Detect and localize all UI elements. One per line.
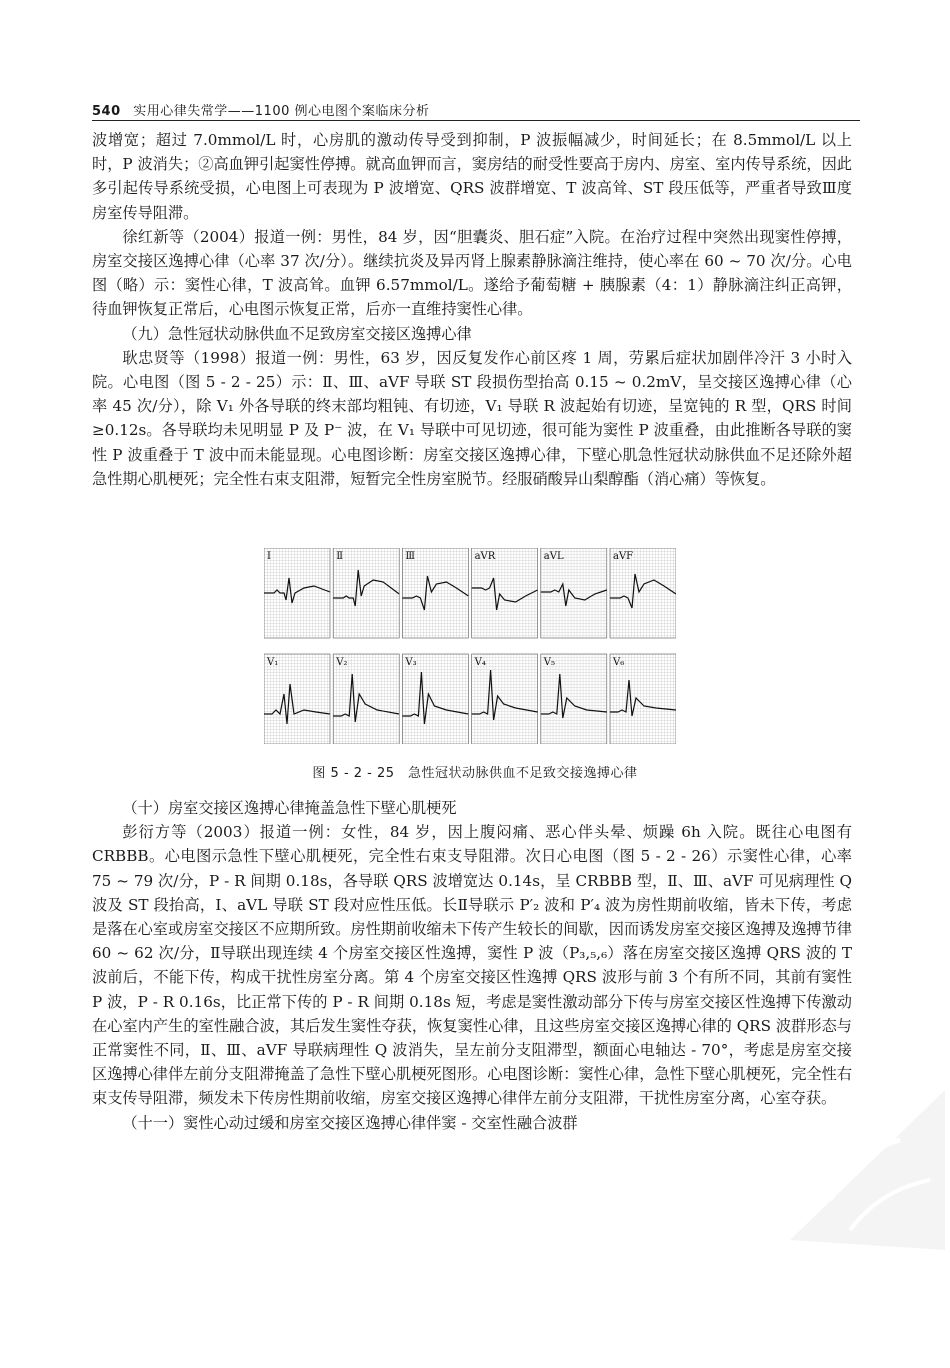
- header-rule: [92, 120, 860, 121]
- body-text-top: [92, 128, 852, 491]
- paragraph-geng-case: 耿忠贤等（1998）报道一例：男性，63 岁，因反复发作心前区疼 1 周，劳累后症状加剧伴冷汗 3 小时入院。心电图（图 5 - 2 - 25）示：Ⅱ、Ⅲ、aVF 导联 ST 段损伤型抬高 0.15 ~ 0.2mV，呈交接区逸搏心律（心率 45 次/分），除 V₁ 外各导联的终末部均粗钝、有切迹，V₁ 导联 R 波起始有切迹，呈宽钝的 R 型，QRS 时间≥0.12s。各导联均未见明显 P 及 P⁻ 波，在 V₁ 导联中可见切迹，很可能为窦性 P 波重叠，由此推断各导联的窦性 P 波重叠于 T 波中而未能显现。心电图诊断：房室交接区逸搏心律，下壁心肌急性冠状动脉供血不足还除外超急性期心肌梗死；完全性右束支阻滞，短暂完全性房室脱节。经服硝酸异山梨醇酯（消心痛）等恢复。: [92, 348, 852, 488]
- watermark-logo: [770, 1080, 950, 1250]
- paragraph-xu-case: 徐红新等（2004）报道一例：男性，84 岁，因“胆囊炎、胆石症”入院。在治疗过程中突然出现窦性停搏，房室交接区逸搏心律（心率 37 次/分）。继续抗炎及异丙肾上腺素静脉滴注维持，使心率在 60 ~ 70 次/分。心电图（略）示：窦性心律，T 波高耸。血钾 6.57mmol/L。遂给予葡萄糖 + 胰腺素（4：1）静脉滴注纠正高钾，待血钾恢复正常后，心电图示恢复正常，后亦一直维持窦性心律。: [92, 227, 852, 319]
- running-header: [92, 100, 860, 119]
- ecg-lead-label: Ⅰ: [267, 551, 271, 562]
- ecg-lead-panel: [402, 548, 468, 638]
- ecg-lead-label: Ⅱ: [336, 551, 343, 562]
- ecg-lead-panel: [541, 654, 607, 744]
- ecg-lead-panel: [333, 548, 399, 638]
- ecg-lead-label: aVF: [613, 551, 634, 562]
- ecg-lead-panel: [472, 654, 538, 744]
- ecg-grid: [333, 548, 399, 638]
- ecg-lead-label: V₃: [405, 657, 417, 668]
- ecg-figure: [264, 548, 676, 744]
- body-text-bottom: [92, 796, 852, 1135]
- ecg-lead-panel: [264, 548, 330, 638]
- page-number: 540: [92, 104, 121, 119]
- book-title: 实用心律失常学——1100 例心电图个案临床分析: [133, 104, 430, 119]
- section-11-heading: （十一）窦性心动过缓和房室交接区逸搏心律伴窦 - 交室性融合波群: [122, 1113, 578, 1132]
- ecg-lead-label: V₁: [267, 657, 279, 668]
- ecg-lead-panel: [541, 548, 607, 638]
- ecg-svg: [264, 548, 676, 744]
- section-10-heading: （十）房室交接区逸搏心律掩盖急性下壁心肌梗死: [122, 799, 457, 817]
- ecg-lead-panel: [264, 654, 330, 744]
- paragraph-hyperkalemia-cont: 波增宽；超过 7.0mmol/L 时，心房肌的激动传导受到抑制，P 波振幅减少，时间延长；在 8.5mmol/L 以上时，P 波消失；②高血钾引起窦性停搏。就高血钾而言，窦房结的耐受性要高于房内、房室、室内传导系统，因此多引起传导系统受损，心电图上可表现为 P 波增宽、QRS 波群增宽、T 波高耸、ST 段压低等，严重者导致Ⅲ度房室传导阻滞。: [92, 131, 852, 222]
- ecg-lead-panel: [472, 548, 538, 638]
- figure-caption: 图 5 - 2 - 25 急性冠状动脉供血不足致交接逸搏心律: [312, 766, 638, 781]
- ecg-lead-panel: [402, 654, 468, 744]
- ecg-lead-label: V₅: [543, 657, 556, 668]
- ecg-lead-label: V₆: [613, 657, 625, 668]
- section-9-heading: （九）急性冠状动脉供血不足致房室交接区逸搏心律: [122, 324, 472, 343]
- ecg-lead-label: aVR: [474, 551, 496, 562]
- paragraph-peng-case: 彭衍方等（2003）报道一例：女性，84 岁，因上腹闷痛、恶心伴头晕、烦躁 6h 入院。既往心电图有 CRBBB。心电图示急性下壁心肌梗死，完全性右束支导阻滞。次日心电图（图 5 - 2 - 26）示窦性心律，心率 75 ~ 79 次/分，P - R 间期 0.18s，各导联 QRS 波增宽达 0.14s，呈 CRBBB 型，Ⅱ、Ⅲ、aVF 可见病理性 Q 波及 ST 段抬高，Ⅰ、aVL 导联 ST 段对应性压低。长Ⅱ导联示 P′₂ 波和 P′₄ 波为房性期前收缩，皆未下传，考虑是落在心室或房室交接区不应期所致。房性期前收缩未下传产生较长的间歇，因而诱发房室交接区逸搏及逸搏节律 60 ~ 62 次/分，Ⅱ导联出现连续 4 个房室交接区性逸搏，窦性 P 波（P₃,₅,₆）落在房室交接区逸搏 QRS 波的 T 波前后，不能下传，构成干扰性房室分离。第 4 个房室交接区性逸搏 QRS 波形与前 3 个有所不同，其前有窦性 P 波，P - R 0.16s，比正常下传的 P - R 间期 0.18s 短，考虑是窦性激动部分下传与房室交接区性逸搏下传激动在心室内产生的室性融合波，其后发生窦性夺获，恢复窦性心律，且这些房室交接区逸搏心律的 QRS 波群形态与正常窦性不同，Ⅱ、Ⅲ、aVF 导联病理性 Q 波消失，呈左前分支阻滞型，额面心电轴达 - 70°，考虑是房室交接区逸搏心律伴左前分支阻滞掩盖了急性下壁心肌梗死图形。心电图诊断：窦性心律，急性下壁心肌梗死，完全性右束支传导阻滞，频发未下传房性期前收缩，房室交接区逸搏心律伴左前分支阻滞，干扰性房室分离，心室夺获。: [92, 823, 852, 1108]
- ecg-lead-label: V₂: [336, 657, 348, 668]
- ecg-lead-panel: [610, 548, 676, 638]
- ecg-lead-label: aVL: [543, 551, 564, 562]
- ecg-lead-panel: [610, 654, 676, 744]
- ecg-lead-label: Ⅲ: [405, 551, 416, 562]
- ecg-lead-panel: [333, 654, 399, 744]
- ecg-lead-label: V₄: [474, 657, 486, 668]
